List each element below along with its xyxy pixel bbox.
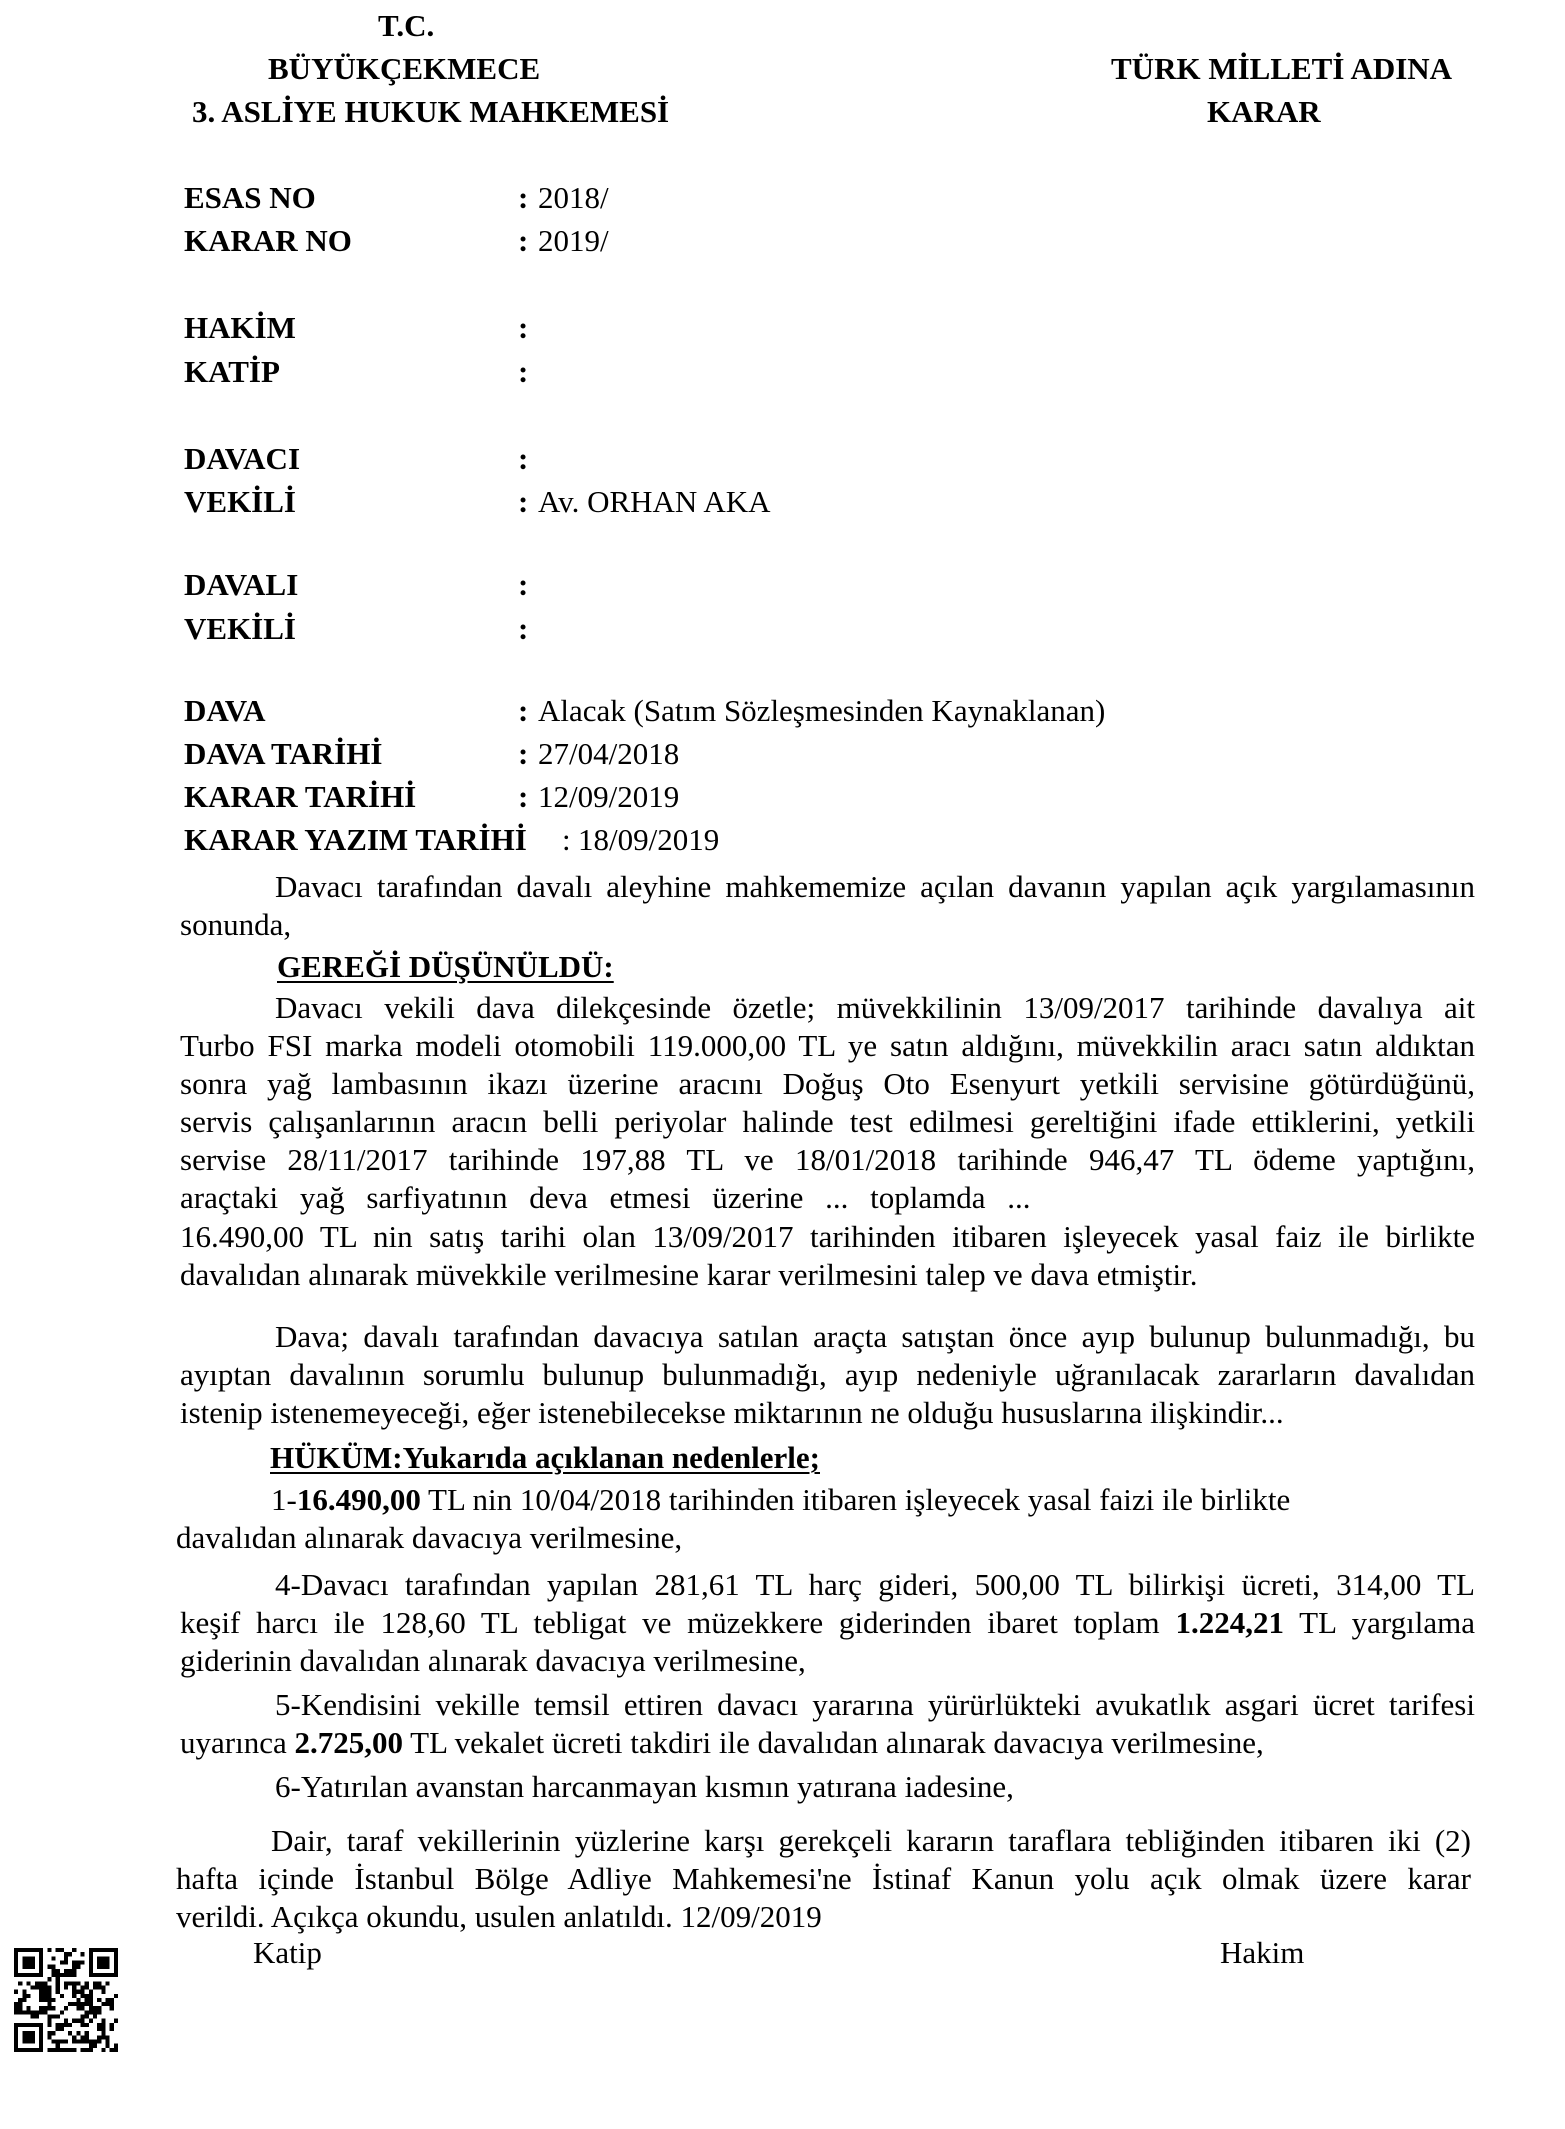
field-label: DAVA TARİHİ <box>184 736 383 771</box>
field-label: DAVALI <box>184 567 299 602</box>
claim-line: sonra yağ lambasının ikazı üzerine aracını Doğuş Oto Esenyurt yetkili servisine götürdüğünü, <box>180 1066 1475 1101</box>
field-dava <box>184 693 1184 733</box>
item-4-line: 4-Davacı tarafından yapılan 281,61 TL harç gideri, 500,00 TL bilirkişi ücreti, 314,00 TL <box>275 1567 1475 1602</box>
hukum-heading: HÜKÜM:Yukarıda açıklanan nedenlerle; <box>270 1440 820 1475</box>
field-katip <box>184 354 1184 394</box>
claim-line: Turbo FSI marka modeli otomobili 119.000,00 TL ye satın aldığını, müvekkilin aracı satın aldıktan <box>180 1028 1475 1063</box>
field-value: 2018/ <box>538 180 609 215</box>
dispute-line: Dava; davalı tarafından davacıya satılan araçta satıştan önce ayıp bulunup bulunmadığı, bu <box>275 1319 1475 1354</box>
field-label: DAVA <box>184 693 266 728</box>
header-karar: KARAR <box>1207 94 1321 129</box>
field-colon: : <box>518 693 529 728</box>
field-label: KARAR YAZIM TARİHİ <box>184 822 527 857</box>
field-karar-tarihi <box>184 779 1184 819</box>
qr-code-icon <box>14 1948 118 2052</box>
dispute-line: istenip istenemeyeceği, eğer istenebilecekse miktarının ne olduğu hususlarına ilişkindir... <box>180 1395 1284 1430</box>
closing-paragraph <box>176 1822 1471 1936</box>
field-davali-vekili <box>184 611 1184 651</box>
field-hakim <box>184 310 1184 350</box>
item-4 <box>180 1566 1475 1680</box>
header-court: 3. ASLİYE HUKUK MAHKEMESİ <box>192 94 670 129</box>
field-karar-no <box>184 223 1184 263</box>
item-1-text: TL nin 10/04/2018 tarihinden itibaren işleyecek yasal faizi ile birlikte <box>420 1482 1291 1517</box>
item-4-amount: 1.224,21 <box>1175 1605 1284 1640</box>
item-5-text: uyarınca <box>180 1725 295 1760</box>
field-value: Av. ORHAN AKA <box>538 484 771 519</box>
field-label: HAKİM <box>184 310 296 345</box>
claim-line: servise 28/11/2017 tarihinde 197,88 TL ve 18/01/2018 tarihinde 946,47 TL ödeme yaptığını, <box>180 1142 1475 1177</box>
field-label: KARAR TARİHİ <box>184 779 417 814</box>
field-value: 18/09/2019 <box>578 822 720 857</box>
item-5-line: 5-Kendisini vekille temsil ettiren davacı yararına yürürlükteki avukatlık asgari ücret tarifesi <box>275 1687 1475 1722</box>
field-label: ESAS NO <box>184 180 316 215</box>
signature-katip: Katip <box>253 1935 322 1970</box>
field-colon: : <box>518 779 529 814</box>
item-5-amount: 2.725,00 <box>294 1725 403 1760</box>
claim-paragraph-continued <box>180 1218 1475 1294</box>
field-label: VEKİLİ <box>184 484 296 519</box>
field-colon: : <box>518 567 529 602</box>
field-davaci-vekili <box>184 484 1184 524</box>
header-tc: T.C. <box>378 8 435 43</box>
item-5 <box>180 1686 1475 1762</box>
field-label: KARAR NO <box>184 223 352 258</box>
field-colon: : <box>518 484 529 519</box>
field-value: 27/04/2018 <box>538 736 680 771</box>
gereği-heading: GEREĞİ DÜŞÜNÜLDÜ: <box>277 949 614 984</box>
claim-paragraph <box>180 989 1475 1217</box>
claim-line: 16.490,00 TL nin satış tarihi olan 13/09/2017 tarihinden itibaren işleyecek yasal faiz ile birlikte <box>180 1219 1475 1254</box>
item-4-line <box>180 1604 1475 1642</box>
claim-line: Davacı vekili dava dilekçesinde özetle; müvekkilinin 13/09/2017 tarihinde davalıya ait <box>275 990 1475 1025</box>
field-davali <box>184 567 1184 607</box>
item-4-text: TL yargılama <box>1283 1605 1475 1640</box>
field-label: DAVACI <box>184 441 301 476</box>
field-colon: : <box>518 310 529 345</box>
intro-line: sonunda, <box>180 907 292 942</box>
item-5-text: TL vekalet ücreti takdiri ile davalıdan alınarak davacıya verilmesine, <box>402 1725 1264 1760</box>
field-value: Alacak (Satım Sözleşmesinden Kaynaklanan) <box>538 693 1106 728</box>
dispute-paragraph <box>180 1318 1475 1432</box>
field-colon: : <box>518 180 529 215</box>
field-colon: : <box>518 736 529 771</box>
item-6 <box>180 1768 1475 1806</box>
field-label: VEKİLİ <box>184 611 296 646</box>
item-4-text: keşif harcı ile 128,60 TL tebligat ve müzekkere giderinden ibaret toplam <box>180 1605 1176 1640</box>
dispute-line: ayıptan davalının sorumlu bulunup bulunmadığı, ayıp nedeniyle uğranılacak zararların davalıdan <box>180 1357 1475 1392</box>
claim-line: davalıdan alınarak müvekkile verilmesine karar verilmesini talep ve dava etmiştir. <box>180 1257 1198 1292</box>
field-dava-tarihi <box>184 736 1184 776</box>
closing-line: Dair, taraf vekillerinin yüzlerine karşı gerekçeli kararın taraflara tebliğinden itibaren iki (2) <box>271 1823 1471 1858</box>
field-esas-no <box>184 180 1184 220</box>
field-value: 12/09/2019 <box>538 779 680 814</box>
item-1-line: davalıdan alınarak davacıya verilmesine, <box>176 1520 683 1555</box>
item-1-amount: 16.490,00 <box>296 1482 421 1517</box>
item-1-line <box>176 1481 1471 1519</box>
intro-line: Davacı tarafından davalı aleyhine mahkememize açılan davanın yapılan açık yargılamasının <box>275 869 1475 904</box>
closing-line: hafta içinde İstanbul Bölge Adliye Mahkemesi'ne İstinaf Kanun yolu açık olmak üzere karar <box>176 1861 1471 1896</box>
field-colon: : <box>518 223 529 258</box>
claim-line: servis çalışanlarının aracın belli periyolar halinde test edilmesi gereltiğini ifade ettiklerini, yetkili <box>180 1104 1475 1139</box>
item-6-line: 6-Yatırılan avanstan harcanmayan kısmın yatırana iadesine, <box>275 1769 1014 1804</box>
closing-line: verildi. Açıkça okundu, usulen anlatıldı. 12/09/2019 <box>176 1899 822 1934</box>
signature-hakim: Hakim <box>1220 1935 1305 1970</box>
item-4-line: giderinin davalıdan alınarak davacıya verilmesine, <box>180 1643 806 1678</box>
field-davaci <box>184 441 1184 481</box>
field-colon: : <box>518 354 529 389</box>
field-colon: : <box>518 441 529 476</box>
item-1 <box>176 1481 1471 1557</box>
field-karar-yazim-tarihi <box>184 822 1184 862</box>
field-colon: : <box>562 822 571 857</box>
field-label: KATİP <box>184 354 280 389</box>
claim-line: araçtaki yağ sarfiyatının deva etmesi üzerine ... toplamda ... <box>180 1180 1031 1215</box>
item-1-prefix: 1- <box>271 1482 297 1517</box>
header-city: BÜYÜKÇEKMECE <box>268 51 541 86</box>
field-colon: : <box>518 611 529 646</box>
item-5-line <box>180 1724 1475 1762</box>
field-value: 2019/ <box>538 223 609 258</box>
intro-paragraph <box>180 868 1475 944</box>
header-nation: TÜRK MİLLETİ ADINA <box>1111 51 1453 86</box>
